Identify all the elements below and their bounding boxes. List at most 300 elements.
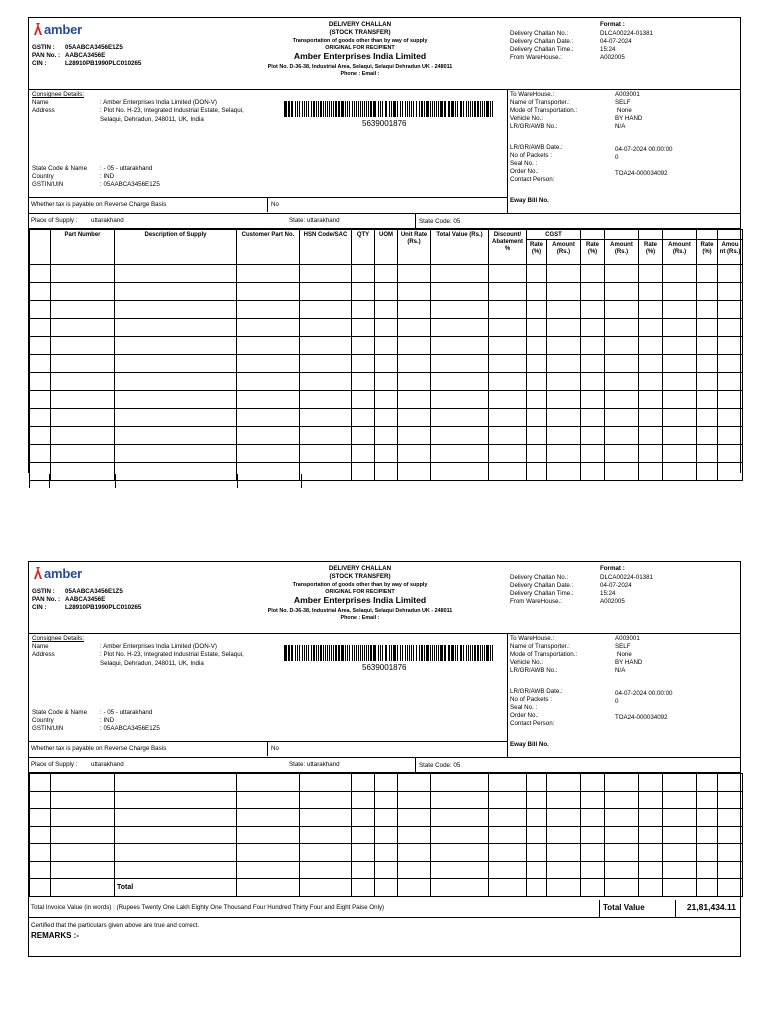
table-cell: [697, 861, 718, 879]
table-cell: [352, 774, 375, 792]
packets-value: 0: [615, 154, 619, 161]
table-cell: [697, 844, 718, 862]
table-cell: [115, 301, 237, 319]
state-code-value: : - 05 - uttarakhand: [100, 165, 153, 172]
table-cell: [547, 265, 581, 283]
table-cell: [431, 409, 489, 427]
table-cell: [115, 319, 237, 337]
table-cell: [527, 319, 547, 337]
pan-value: AABCA3456E: [65, 52, 106, 59]
table-cell: [431, 791, 489, 809]
company-logo: [33, 564, 82, 582]
table-row: [30, 391, 743, 409]
column-header: Amount (Rs.): [547, 240, 581, 265]
table-cell: [581, 791, 605, 809]
barcode-number: 5639001876: [362, 663, 407, 672]
from-warehouse-label: From WareHouse.:: [510, 598, 563, 605]
table-cell: [489, 826, 527, 844]
table-cell: [639, 283, 663, 301]
doc-purpose: Transportation of goods other than by way of supply: [292, 582, 428, 588]
table-cell: [51, 774, 115, 792]
seal-label: Seal No. :: [510, 160, 538, 167]
column-header: Discount/ Abatement %: [489, 230, 527, 265]
table-cell: [431, 391, 489, 409]
table-cell: [431, 265, 489, 283]
table-cell: [51, 445, 115, 463]
table-cell: [547, 409, 581, 427]
table-cell: [489, 774, 527, 792]
table-cell: [375, 445, 398, 463]
table-cell: [30, 409, 51, 427]
table-cell: [30, 373, 51, 391]
table-cell: [300, 826, 352, 844]
table-cell: [237, 844, 300, 862]
logo-text: amber: [44, 565, 83, 581]
packets-value: 0: [615, 698, 619, 705]
from-warehouse-value: A002005: [600, 598, 625, 605]
challan-time-label: Delivery Challan Time.:: [510, 46, 574, 53]
table-cell: [718, 409, 743, 427]
table-cell: [697, 879, 718, 897]
barcode-number: 5639001876: [362, 119, 407, 128]
table-row: [30, 791, 743, 809]
state-code-value: : - 05 - uttarakhand: [100, 709, 153, 716]
table-row: [30, 409, 743, 427]
table-cell: [237, 265, 300, 283]
table-cell: [300, 301, 352, 319]
table-cell: [115, 826, 237, 844]
doc-subtitle: (STOCK TRANSFER): [329, 29, 391, 36]
doc-subtitle: (STOCK TRANSFER): [329, 573, 391, 580]
table-cell: [51, 319, 115, 337]
table-cell: [237, 774, 300, 792]
table-cell: [352, 409, 375, 427]
barcode: [284, 101, 496, 117]
lr-date-value: 04-07-2024 00:00:00: [615, 690, 673, 697]
consignee-gstin-label: GSTIN/UIN: [32, 181, 64, 188]
table-cell: [375, 265, 398, 283]
table-cell: [663, 427, 697, 445]
table-cell: [431, 826, 489, 844]
table-cell: [605, 879, 639, 897]
column-header: Rate (%): [527, 240, 547, 265]
table-cell: [547, 319, 581, 337]
table-cell: [697, 774, 718, 792]
table-cell: [581, 427, 605, 445]
table-cell: [718, 774, 743, 792]
reverse-charge-label: Whether tax is payable on Reverse Charge Basis: [31, 201, 167, 208]
challan-time-value: 15:24: [600, 590, 616, 597]
table-cell: [527, 774, 547, 792]
table-cell: [581, 337, 605, 355]
table-cell: [527, 373, 547, 391]
table-cell: [352, 427, 375, 445]
consignee-gstin-value: : 05AABCA3456E1Z5: [100, 181, 160, 188]
place-of-supply-label: Place of Supply :: [31, 217, 78, 224]
doc-purpose: Transportation of goods other than by way of supply: [292, 38, 428, 44]
tax-group-header: [639, 230, 663, 240]
table-cell: [663, 301, 697, 319]
table-cell: [431, 427, 489, 445]
company-address: Plot No. D-36-38, Industrial Area, Selaqui, Selaqui Dehradun UK - 248011: [267, 64, 453, 70]
vehicle-value: BY HAND: [615, 659, 643, 666]
challan-time-value: 15:24: [600, 46, 616, 53]
table-cell: [489, 283, 527, 301]
table-row: [30, 463, 743, 481]
table-cell: [30, 791, 51, 809]
table-cell: [300, 463, 352, 481]
table-cell: [375, 391, 398, 409]
consignee-address-line1: : Plot No. H-23, Integrated Industrial Estate, Selaqui,: [100, 651, 244, 658]
table-cell: [30, 283, 51, 301]
table-cell: [527, 861, 547, 879]
table-cell: [663, 283, 697, 301]
table-row: [30, 337, 743, 355]
table-cell: [605, 391, 639, 409]
place-of-supply-label: Place of Supply :: [31, 761, 78, 768]
table-cell: [639, 774, 663, 792]
table-cell: [605, 373, 639, 391]
pan-label: PAN No. :: [32, 596, 61, 603]
order-value: TOA24-000034092: [615, 714, 668, 721]
table-cell: [697, 463, 718, 481]
table-cell: [527, 355, 547, 373]
table-cell: [547, 355, 581, 373]
table-cell: [51, 463, 115, 481]
table-cell: [115, 355, 237, 373]
state-code-label: State Code & Name: [32, 709, 88, 716]
table-cell: [300, 409, 352, 427]
cin-value: L28910PB1990PLC010265: [65, 604, 142, 611]
gstin-label: GSTIN :: [32, 588, 55, 595]
table-cell: [489, 391, 527, 409]
table-cell: [581, 301, 605, 319]
table-cell: [51, 355, 115, 373]
table-cell: [115, 844, 237, 862]
table-cell: [527, 463, 547, 481]
table-cell: [398, 265, 431, 283]
table-cell: [352, 319, 375, 337]
table-cell: [527, 826, 547, 844]
country-value: : IND: [100, 173, 115, 180]
consignee-name-value: : Amber Enterprises India Limited (DON-V): [100, 643, 217, 650]
table-cell: [697, 301, 718, 319]
table-cell: [489, 427, 527, 445]
barcode: [284, 645, 496, 661]
vehicle-label: Vehicle No.:: [510, 115, 544, 122]
column-header: Rate (%): [639, 240, 663, 265]
table-cell: [237, 791, 300, 809]
table-cell: [663, 409, 697, 427]
table-cell: [51, 861, 115, 879]
table-cell: [605, 445, 639, 463]
challan-time-label: Delivery Challan Time.:: [510, 590, 574, 597]
table-cell: [300, 337, 352, 355]
table-cell: [527, 809, 547, 827]
transport-mode-label: Mode of Transportation.:: [510, 107, 578, 114]
state-code-label: State Code & Name: [32, 165, 88, 172]
column-header: Customer Part No.: [237, 230, 300, 265]
table-cell: [547, 809, 581, 827]
column-header: Rate (%): [581, 240, 605, 265]
table-cell: [489, 319, 527, 337]
consignee-address-line2: Selaqui, Dehradun, 248011, UK, India: [100, 116, 204, 123]
table-cell: [30, 463, 51, 481]
packets-label: No of Packets :: [510, 696, 552, 703]
table-cell: [398, 791, 431, 809]
challan-no-label: Delivery Challan No.:: [510, 30, 569, 37]
table-cell: [300, 265, 352, 283]
consignee-name-value: : Amber Enterprises India Limited (DON-V): [100, 99, 217, 106]
table-cell: [51, 427, 115, 445]
table-cell: [639, 445, 663, 463]
table-cell: [375, 301, 398, 319]
table-cell: [605, 283, 639, 301]
table-cell: [639, 409, 663, 427]
reverse-charge-row: [29, 741, 740, 756]
challan-copy-top: [28, 17, 741, 473]
consignee-heading: Consignee Details:: [32, 635, 84, 642]
table-cell: [639, 319, 663, 337]
table-cell: [375, 809, 398, 827]
table-cell: [581, 391, 605, 409]
table-cell: [639, 373, 663, 391]
seal-label: Seal No. :: [510, 704, 538, 711]
table-cell: [51, 301, 115, 319]
table-cell: [697, 373, 718, 391]
cin-label: CIN :: [32, 60, 47, 67]
column-header: Rate (%): [697, 240, 718, 265]
eway-bill-label: Eway Bill No.: [510, 197, 549, 204]
table-cell: [30, 879, 51, 897]
table-cell: [30, 826, 51, 844]
consignee-address-label: Address: [32, 651, 55, 658]
table-cell: [398, 809, 431, 827]
table-cell: [237, 409, 300, 427]
remarks-label: REMARKS :-: [31, 931, 79, 940]
to-warehouse-label: To WareHouse.:: [510, 91, 555, 98]
transport-mode-value: None: [617, 651, 632, 658]
table-cell: [605, 427, 639, 445]
table-cell: [718, 301, 743, 319]
challan-date-label: Delivery Challan Date.:: [510, 582, 574, 589]
table-cell: [431, 861, 489, 879]
table-cell: [431, 774, 489, 792]
table-cell: [718, 391, 743, 409]
column-header: Description of Supply: [115, 230, 237, 265]
table-cell: [663, 337, 697, 355]
table-cell: [398, 445, 431, 463]
table-cell: [352, 391, 375, 409]
table-cell: [489, 265, 527, 283]
table-cell: [352, 463, 375, 481]
company-phone: Phone : Email :: [340, 615, 380, 621]
table-cell: [30, 391, 51, 409]
table-cell: [115, 809, 237, 827]
table-cell: [489, 337, 527, 355]
cin-value: L28910PB1990PLC010265: [65, 60, 142, 67]
table-cell: [51, 879, 115, 897]
table-cell: [51, 791, 115, 809]
column-header: Amount (Rs.): [605, 240, 639, 265]
table-cell: [115, 427, 237, 445]
gstin-label: GSTIN :: [32, 44, 55, 51]
gstin-value: 05AABCA3456E1Z5: [65, 588, 123, 595]
consignee-gstin-label: GSTIN/UIN: [32, 725, 64, 732]
total-value-amount: 21,81,434.11: [686, 902, 736, 912]
table-cell: [639, 337, 663, 355]
table-cell: [431, 445, 489, 463]
table-cell: [581, 373, 605, 391]
table-cell: [581, 355, 605, 373]
table-cell: [375, 319, 398, 337]
cgst-header: CGST: [527, 230, 581, 240]
table-cell: [697, 337, 718, 355]
table-cell: [51, 844, 115, 862]
table-cell: [697, 409, 718, 427]
table-cell: [375, 844, 398, 862]
table-cell: [697, 391, 718, 409]
table-cell: [581, 283, 605, 301]
packets-label: No of Packets :: [510, 152, 552, 159]
table-cell: [352, 445, 375, 463]
table-cell: [527, 791, 547, 809]
challan-date-value: 04-07-2024: [600, 582, 632, 589]
table-cell: [115, 391, 237, 409]
table-cell: [237, 391, 300, 409]
company-phone: Phone : Email :: [340, 71, 380, 77]
table-cell: [115, 373, 237, 391]
table-cell: [639, 879, 663, 897]
table-cell: [697, 445, 718, 463]
table-cell: [375, 861, 398, 879]
total-label: Total: [115, 879, 237, 897]
table-cell: [581, 826, 605, 844]
table-cell: [718, 373, 743, 391]
column-header: HSN Code/SAC: [300, 230, 352, 265]
table-cell: [605, 265, 639, 283]
table-cell: [352, 879, 375, 897]
table-cell: [718, 337, 743, 355]
table-cell: [398, 391, 431, 409]
table-cell: [237, 337, 300, 355]
table-cell: [527, 283, 547, 301]
challan-no-value: DLCA00224-01381: [600, 30, 653, 37]
table-cell: [605, 301, 639, 319]
format-label: Format :: [600, 565, 625, 572]
table-cell: [663, 463, 697, 481]
table-cell: [663, 391, 697, 409]
table-cell: [489, 879, 527, 897]
table-cell: [352, 355, 375, 373]
table-cell: [237, 809, 300, 827]
table-cell: [489, 355, 527, 373]
table-cell: [581, 265, 605, 283]
table-cell: [431, 337, 489, 355]
table-cell: [547, 774, 581, 792]
lr-no-value: N/A: [615, 667, 626, 674]
table-cell: [639, 861, 663, 879]
table-cell: [697, 355, 718, 373]
table-cell: [30, 427, 51, 445]
table-cell: [639, 301, 663, 319]
table-cell: [605, 774, 639, 792]
table-cell: [30, 355, 51, 373]
consignee-name-label: Name: [32, 643, 49, 650]
eway-bill-label: Eway Bill No.: [510, 741, 549, 748]
table-cell: [718, 844, 743, 862]
column-header: Total Value (Rs.): [431, 230, 489, 265]
table-cell: [115, 445, 237, 463]
table-cell: [51, 391, 115, 409]
transporter-label: Name of Transporter.:: [510, 99, 570, 106]
consignee-gstin-value: : 05AABCA3456E1Z5: [100, 725, 160, 732]
table-row: [30, 265, 743, 283]
table-cell: [527, 301, 547, 319]
table-cell: [352, 861, 375, 879]
table-cell: [30, 301, 51, 319]
from-warehouse-value: A002005: [600, 54, 625, 61]
table-cell: [527, 879, 547, 897]
table-cell: [697, 319, 718, 337]
table-cell: [375, 283, 398, 301]
table-cell: [718, 319, 743, 337]
table-row: [30, 427, 743, 445]
table-cell: [352, 844, 375, 862]
table-cell: [352, 791, 375, 809]
reverse-charge-row: [29, 197, 740, 212]
table-cell: [527, 427, 547, 445]
table-cell: [398, 301, 431, 319]
doc-title: DELIVERY CHALLAN: [328, 565, 392, 572]
total-row: [30, 879, 743, 897]
tax-group-header: [605, 230, 639, 240]
lr-date-label: LR/GR/AWB Date.:: [510, 144, 563, 151]
to-warehouse-label: To WareHouse.:: [510, 635, 555, 642]
table-cell: [605, 337, 639, 355]
table-cell: [527, 391, 547, 409]
table-cell: [237, 879, 300, 897]
table-cell: [697, 265, 718, 283]
company-address: Plot No. D-36-38, Industrial Area, Selaqui, Selaqui Dehradun UK - 248011: [267, 608, 453, 614]
table-cell: [697, 427, 718, 445]
logo-text: amber: [44, 21, 83, 37]
column-header: Unit Rate (Rs.): [398, 230, 431, 265]
table-cell: [431, 879, 489, 897]
table-cell: [51, 409, 115, 427]
table-cell: [489, 791, 527, 809]
company-logo: [33, 20, 82, 38]
table-cell: [489, 373, 527, 391]
table-cell: [300, 445, 352, 463]
table-cell: [581, 445, 605, 463]
table-cell: [547, 445, 581, 463]
doc-title: DELIVERY CHALLAN: [328, 21, 392, 28]
table-cell: [489, 844, 527, 862]
challan-no-value: DLCA00224-01381: [600, 574, 653, 581]
table-cell: [718, 826, 743, 844]
column-header: Part Number: [51, 230, 115, 265]
contact-label: Contact Person:: [510, 720, 555, 727]
table-cell: [237, 826, 300, 844]
table-cell: [398, 337, 431, 355]
table-cell: [663, 879, 697, 897]
order-value: TOA24-000034092: [615, 170, 668, 177]
table-cell: [639, 265, 663, 283]
lr-no-value: N/A: [615, 123, 626, 130]
table-cell: [352, 826, 375, 844]
table-cell: [431, 463, 489, 481]
